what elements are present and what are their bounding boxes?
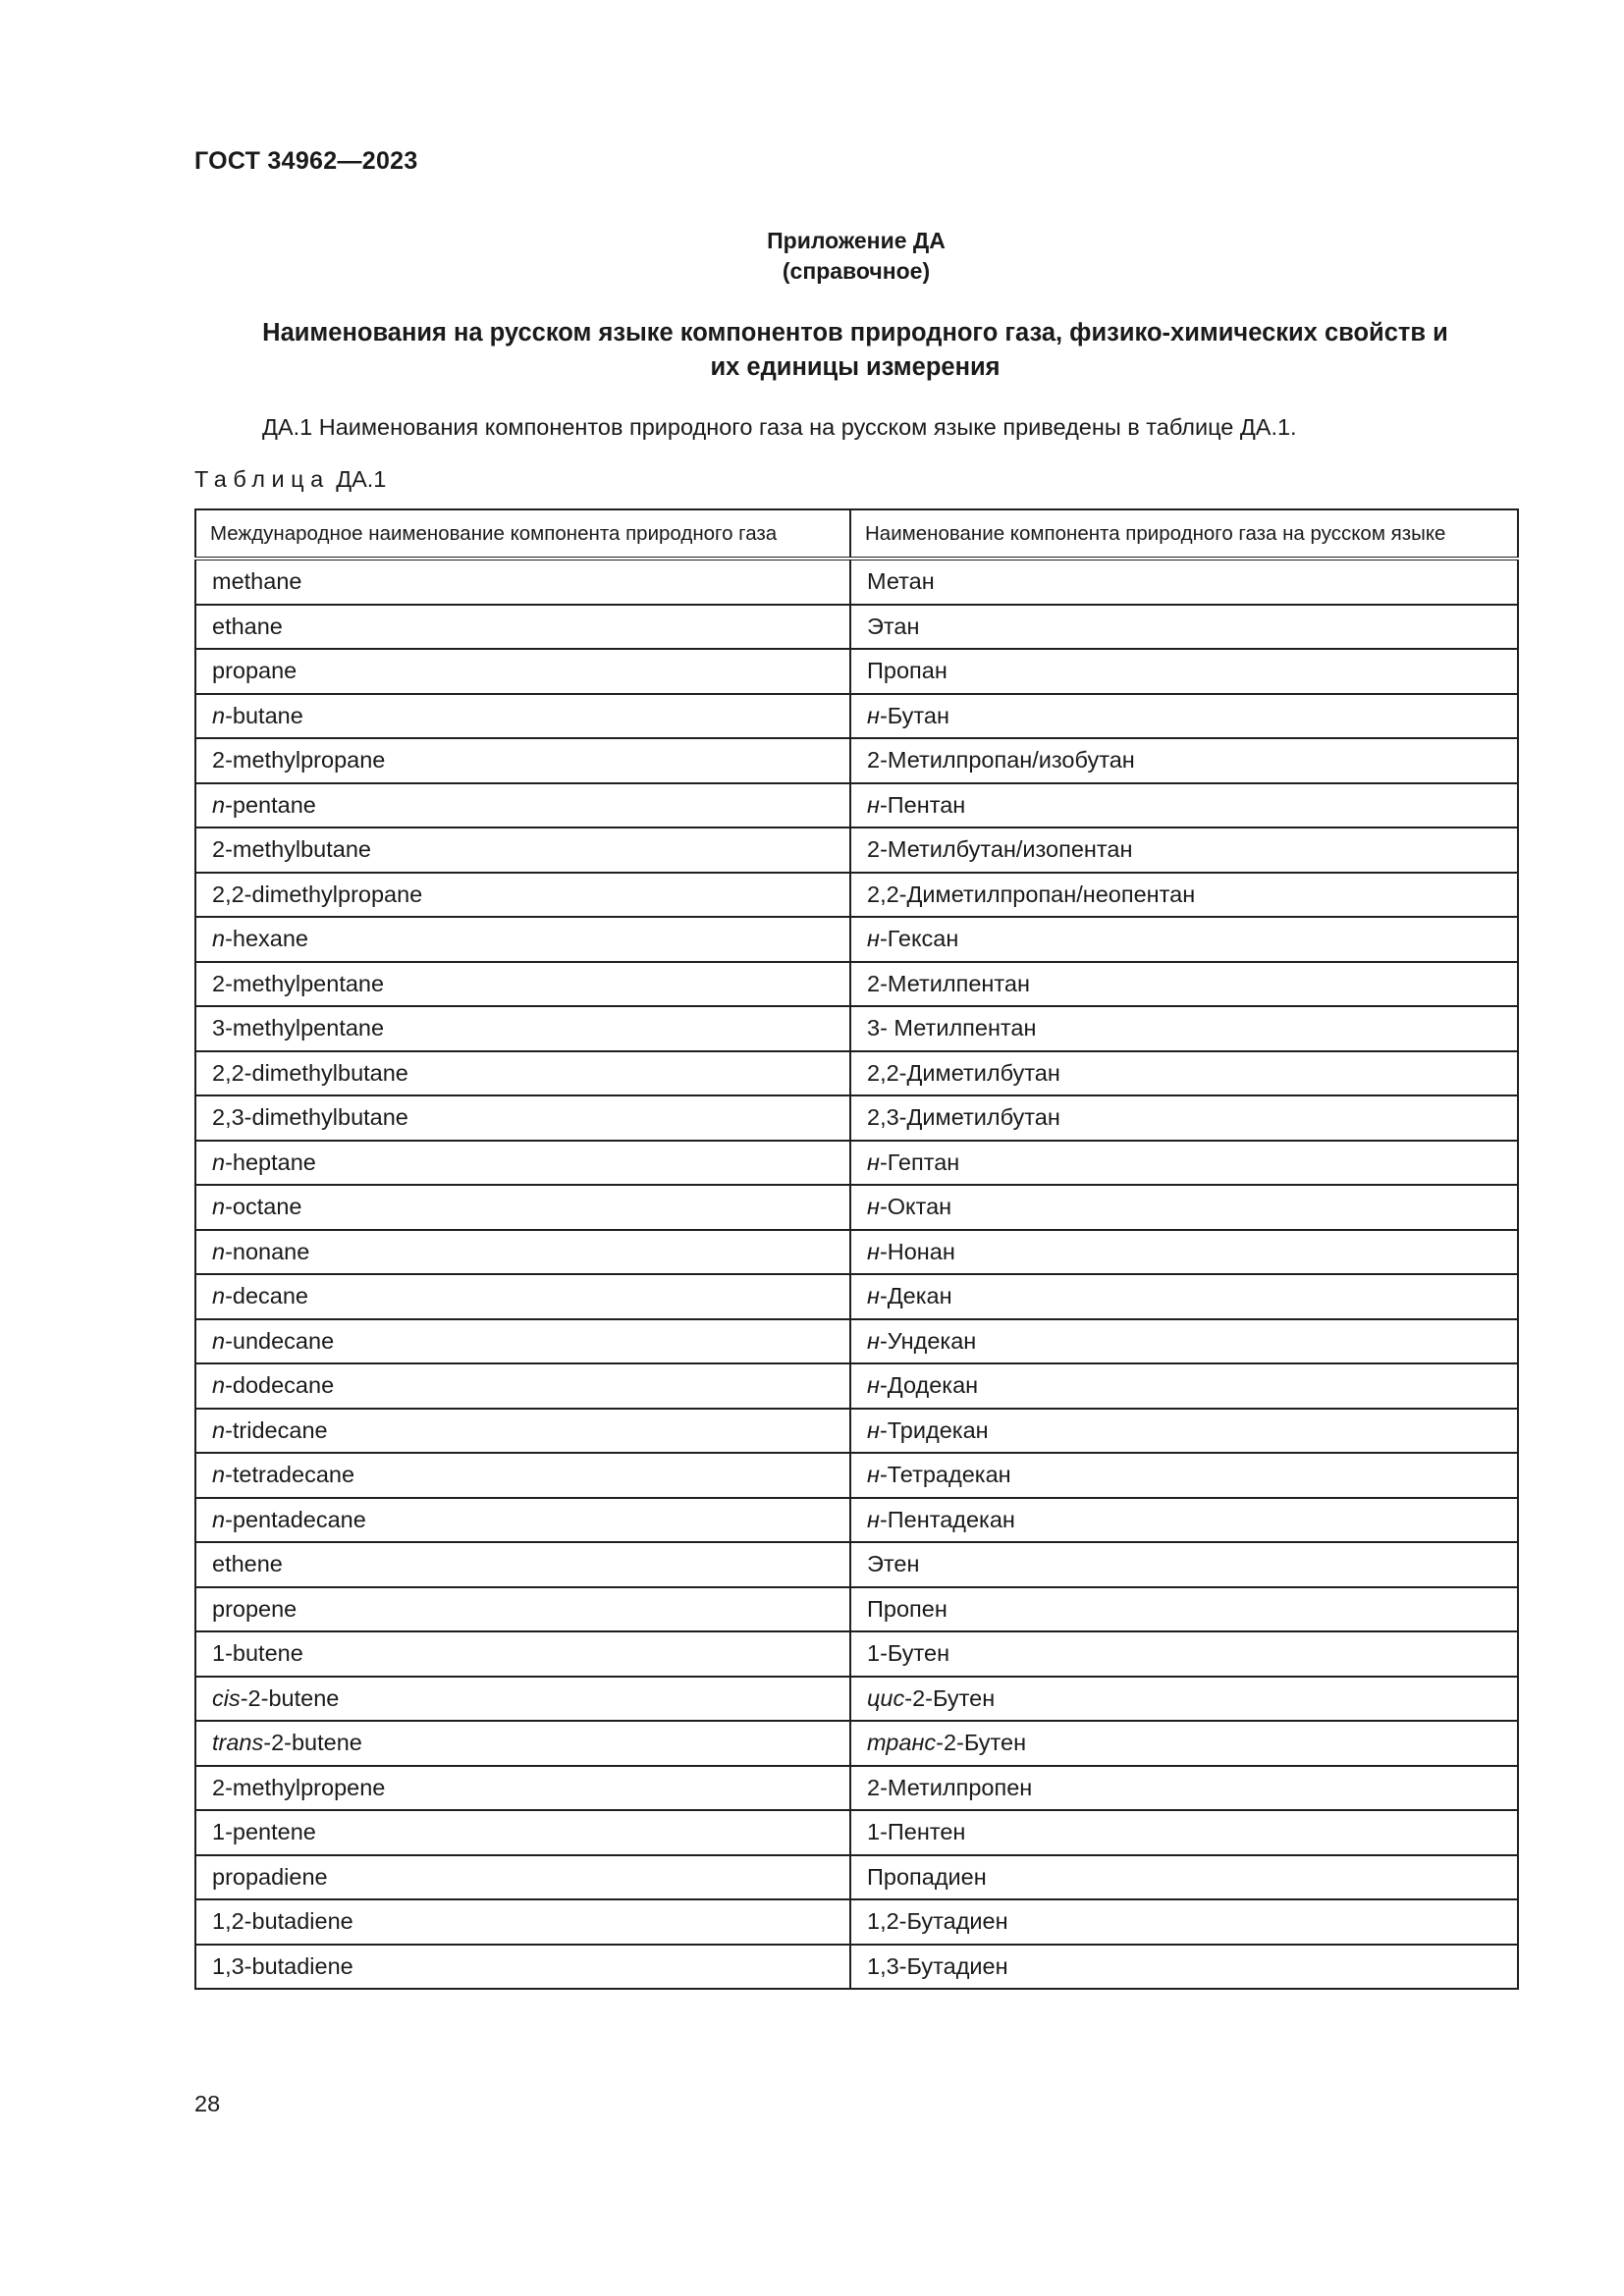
russian-name-cell-text: Пропан	[867, 658, 947, 684]
international-name-cell-text: 2-methylpentane	[212, 970, 385, 996]
international-name-cell-prefix: n	[212, 926, 226, 952]
international-name-cell	[195, 1899, 850, 1945]
international-name-cell	[195, 1810, 850, 1855]
table-row	[195, 783, 1518, 828]
russian-name-cell-prefix: н	[867, 1194, 880, 1220]
russian-name-cell	[850, 1409, 1518, 1454]
document-header: ГОСТ 34962—2023	[194, 147, 418, 175]
international-name-cell-text: 1-butene	[212, 1640, 303, 1667]
table-row	[195, 649, 1518, 694]
international-name-cell-text: -nonane	[225, 1238, 310, 1264]
russian-name-cell-text: -Додекан	[879, 1372, 979, 1399]
international-name-cell	[195, 1274, 850, 1319]
russian-name-cell-text: 1-Пентен	[867, 1819, 966, 1845]
table-row	[195, 605, 1518, 650]
russian-name-cell-text: 3- Метилпентан	[867, 1015, 1037, 1041]
russian-name-cell-prefix: транс	[867, 1730, 937, 1756]
russian-name-cell	[850, 1542, 1518, 1587]
international-name-cell-text: -dodecane	[225, 1372, 335, 1399]
international-name-cell-text: 1,3-butadiene	[212, 1952, 353, 1979]
international-name-cell	[195, 1185, 850, 1230]
international-name-cell	[195, 1409, 850, 1454]
russian-name-cell-text: Пропадиен	[867, 1863, 987, 1890]
international-name-cell-text: -pentadecane	[225, 1506, 366, 1532]
table-row	[195, 1587, 1518, 1632]
russian-name-cell-text: -Гексан	[879, 926, 959, 952]
international-name-cell	[195, 1945, 850, 1990]
international-name-cell	[195, 873, 850, 918]
russian-name-cell-prefix: н	[867, 791, 880, 818]
russian-name-cell	[850, 649, 1518, 694]
table-row	[195, 738, 1518, 783]
international-name-cell	[195, 1855, 850, 1900]
appendix-heading	[0, 226, 1624, 287]
international-name-cell-text: propene	[212, 1595, 298, 1622]
international-name-cell-text: ethane	[212, 613, 283, 639]
table-caption	[194, 466, 386, 493]
international-name-cell	[195, 1677, 850, 1722]
international-name-cell-text: -octane	[225, 1194, 302, 1220]
russian-name-cell-prefix: н	[867, 1462, 880, 1488]
table-row	[195, 1363, 1518, 1409]
table-row	[195, 559, 1518, 605]
table-row	[195, 1319, 1518, 1364]
russian-name-cell-prefix: н	[867, 1506, 880, 1532]
russian-name-cell-prefix: цис	[867, 1684, 905, 1711]
international-name-cell-text: -2-butene	[263, 1730, 362, 1756]
russian-name-cell-prefix: н	[867, 1283, 880, 1309]
russian-name-cell-text: Этен	[867, 1551, 920, 1577]
international-name-cell-text: 2-methylpropane	[212, 747, 386, 774]
international-name-cell-text: propane	[212, 658, 298, 684]
russian-name-cell-text: Метан	[867, 568, 935, 595]
table-caption-number: ДА.1	[336, 466, 387, 492]
russian-name-cell-prefix: н	[867, 1238, 880, 1264]
international-name-cell-text: -tridecane	[225, 1416, 328, 1443]
russian-name-cell-text: 2-Метилбутан/изопентан	[867, 836, 1133, 863]
table-row	[195, 828, 1518, 873]
russian-name-cell	[850, 873, 1518, 918]
russian-name-cell-text: Пропен	[867, 1595, 947, 1622]
russian-name-cell	[850, 694, 1518, 739]
russian-name-cell-text: -Тетрадекан	[879, 1462, 1011, 1488]
international-name-cell	[195, 1721, 850, 1766]
table-row	[195, 1542, 1518, 1587]
russian-name-cell-text: Этан	[867, 613, 920, 639]
header-international-name: Международное наименование компонента природного газа	[195, 509, 850, 559]
international-name-cell-text: propadiene	[212, 1863, 328, 1890]
international-name-cell-text: -hexane	[225, 926, 309, 952]
international-name-cell-prefix: n	[212, 791, 226, 818]
international-name-cell-text: -2-butene	[240, 1684, 340, 1711]
russian-name-cell	[850, 1319, 1518, 1364]
table-row	[195, 1677, 1518, 1722]
russian-name-cell-text: 1-Бутен	[867, 1640, 950, 1667]
table-body	[195, 559, 1518, 1989]
international-name-cell-prefix: n	[212, 1506, 226, 1532]
international-name-cell	[195, 559, 850, 605]
international-name-cell-prefix: trans	[212, 1730, 264, 1756]
russian-name-cell-text: -2-Бутен	[936, 1730, 1027, 1756]
international-name-cell	[195, 1453, 850, 1498]
table-header-row	[195, 509, 1518, 559]
russian-name-cell-prefix: н	[867, 702, 880, 728]
russian-name-cell-text: 2-Метилпентан	[867, 970, 1030, 996]
russian-name-cell-text: 2,2-Диметилбутан	[867, 1059, 1060, 1086]
russian-name-cell-text: 2,2-Диметилпропан/неопентан	[867, 881, 1196, 907]
table-row	[195, 1855, 1518, 1900]
russian-name-cell-prefix: н	[867, 1327, 880, 1354]
table-row	[195, 1766, 1518, 1811]
table-row	[195, 1810, 1518, 1855]
table-row	[195, 1141, 1518, 1186]
russian-name-cell-text: -Ундекан	[879, 1327, 977, 1354]
international-name-cell-text: -undecane	[225, 1327, 335, 1354]
international-name-cell-prefix: n	[212, 1462, 226, 1488]
russian-name-cell	[850, 1095, 1518, 1141]
international-name-cell	[195, 1095, 850, 1141]
international-name-cell-text: 2,2-dimethylbutane	[212, 1059, 408, 1086]
international-name-cell	[195, 1587, 850, 1632]
russian-name-cell-text: -Гептан	[879, 1148, 960, 1175]
intro-paragraph: ДА.1 Наименования компонентов природного газа на русском языке приведены в таблице ДА.1.	[262, 414, 1297, 440]
russian-name-cell-text: 1,2-Бутадиен	[867, 1908, 1008, 1935]
table-row	[195, 873, 1518, 918]
international-name-cell-text: -butane	[225, 702, 303, 728]
table-row	[195, 962, 1518, 1007]
table-caption-word: Таблица	[194, 466, 330, 492]
russian-name-cell-prefix: н	[867, 1416, 880, 1443]
international-name-cell-text: 2-methylpropene	[212, 1774, 386, 1800]
russian-name-cell	[850, 1141, 1518, 1186]
international-name-cell	[195, 783, 850, 828]
international-name-cell-prefix: n	[212, 1194, 226, 1220]
russian-name-cell	[850, 1274, 1518, 1319]
international-name-cell	[195, 1498, 850, 1543]
russian-name-cell-prefix: н	[867, 926, 880, 952]
table-row	[195, 1230, 1518, 1275]
russian-name-cell	[850, 1721, 1518, 1766]
table-row	[195, 1899, 1518, 1945]
international-name-cell-text: 1,2-butadiene	[212, 1908, 353, 1935]
russian-name-cell	[850, 1587, 1518, 1632]
russian-name-cell	[850, 1453, 1518, 1498]
russian-name-cell	[850, 1363, 1518, 1409]
russian-name-cell-text: -2-Бутен	[904, 1684, 996, 1711]
international-name-cell	[195, 962, 850, 1007]
table-row	[195, 1051, 1518, 1096]
russian-name-cell-text: 2,3-Диметилбутан	[867, 1104, 1060, 1131]
international-name-cell-text: ethene	[212, 1551, 283, 1577]
table-row	[195, 1095, 1518, 1141]
header-russian-name: Наименование компонента природного газа на русском языке	[850, 509, 1518, 559]
russian-name-cell	[850, 605, 1518, 650]
russian-name-cell	[850, 1631, 1518, 1677]
international-name-cell-prefix: n	[212, 1327, 226, 1354]
russian-name-cell	[850, 1677, 1518, 1722]
table-row	[195, 1945, 1518, 1990]
international-name-cell-text: -decane	[225, 1283, 309, 1309]
international-name-cell	[195, 738, 850, 783]
russian-name-cell	[850, 1899, 1518, 1945]
russian-name-cell	[850, 1006, 1518, 1051]
international-name-cell	[195, 917, 850, 962]
russian-name-cell	[850, 1185, 1518, 1230]
russian-name-cell	[850, 1230, 1518, 1275]
international-name-cell	[195, 1363, 850, 1409]
table-row	[195, 1409, 1518, 1454]
russian-name-cell	[850, 1855, 1518, 1900]
russian-name-cell-text: -Пентан	[879, 791, 966, 818]
international-name-cell	[195, 1006, 850, 1051]
international-name-cell-prefix: n	[212, 1283, 226, 1309]
international-name-cell	[195, 1230, 850, 1275]
russian-name-cell-text: 2-Метилпропен	[867, 1774, 1033, 1800]
russian-name-cell	[850, 783, 1518, 828]
international-name-cell-prefix: cis	[212, 1684, 241, 1711]
international-name-cell-text: -pentane	[225, 791, 316, 818]
international-name-cell	[195, 605, 850, 650]
components-table	[194, 508, 1519, 1990]
table-row	[195, 1498, 1518, 1543]
russian-name-cell-text: 2-Метилпропан/изобутан	[867, 747, 1135, 774]
section-title-line-2: их единицы измерения	[710, 353, 1001, 381]
russian-name-cell	[850, 1945, 1518, 1990]
russian-name-cell	[850, 1498, 1518, 1543]
russian-name-cell	[850, 1766, 1518, 1811]
table-row	[195, 917, 1518, 962]
russian-name-cell-text: -Декан	[879, 1283, 952, 1309]
international-name-cell	[195, 1319, 850, 1364]
russian-name-cell-text: -Октан	[879, 1194, 952, 1220]
page-number: 28	[194, 2091, 221, 2116]
international-name-cell	[195, 1051, 850, 1096]
international-name-cell-text: -heptane	[225, 1148, 316, 1175]
table-row	[195, 1006, 1518, 1051]
international-name-cell-prefix: n	[212, 1372, 226, 1399]
international-name-cell	[195, 1631, 850, 1677]
international-name-cell-prefix: n	[212, 1416, 226, 1443]
russian-name-cell	[850, 1810, 1518, 1855]
russian-name-cell	[850, 962, 1518, 1007]
international-name-cell	[195, 694, 850, 739]
appendix-title: Приложение ДА	[767, 228, 946, 253]
russian-name-cell	[850, 1051, 1518, 1096]
table-row	[195, 1631, 1518, 1677]
russian-name-cell-text: 1,3-Бутадиен	[867, 1952, 1008, 1979]
international-name-cell	[195, 649, 850, 694]
table-row	[195, 694, 1518, 739]
appendix-subtitle: (справочное)	[782, 258, 931, 284]
international-name-cell-text: 3-methylpentane	[212, 1015, 385, 1041]
international-name-cell-text: 1-pentene	[212, 1819, 316, 1845]
russian-name-cell-text: -Бутан	[879, 702, 949, 728]
russian-name-cell-text: -Пентадекан	[879, 1506, 1015, 1532]
international-name-cell-prefix: n	[212, 702, 226, 728]
russian-name-cell-prefix: н	[867, 1148, 880, 1175]
section-title-line-1: Наименования на русском языке компонентов природного газа, физико-химических свойств и	[262, 319, 1448, 347]
international-name-cell-text: -tetradecane	[225, 1462, 355, 1488]
international-name-cell-text: 2,2-dimethylpropane	[212, 881, 423, 907]
table-row	[195, 1453, 1518, 1498]
international-name-cell-text: methane	[212, 568, 302, 595]
russian-name-cell	[850, 559, 1518, 605]
table-row	[195, 1721, 1518, 1766]
russian-name-cell	[850, 917, 1518, 962]
russian-name-cell-text: -Тридекан	[879, 1416, 989, 1443]
international-name-cell	[195, 828, 850, 873]
section-title	[194, 316, 1516, 385]
russian-name-cell	[850, 828, 1518, 873]
table-row	[195, 1185, 1518, 1230]
russian-name-cell-prefix: н	[867, 1372, 880, 1399]
international-name-cell-prefix: n	[212, 1148, 226, 1175]
russian-name-cell-text: -Нонан	[879, 1238, 955, 1264]
international-name-cell	[195, 1766, 850, 1811]
international-name-cell-prefix: n	[212, 1238, 226, 1264]
russian-name-cell	[850, 738, 1518, 783]
table-row	[195, 1274, 1518, 1319]
international-name-cell-text: 2,3-dimethylbutane	[212, 1104, 408, 1131]
international-name-cell-text: 2-methylbutane	[212, 836, 371, 863]
international-name-cell	[195, 1141, 850, 1186]
international-name-cell	[195, 1542, 850, 1587]
